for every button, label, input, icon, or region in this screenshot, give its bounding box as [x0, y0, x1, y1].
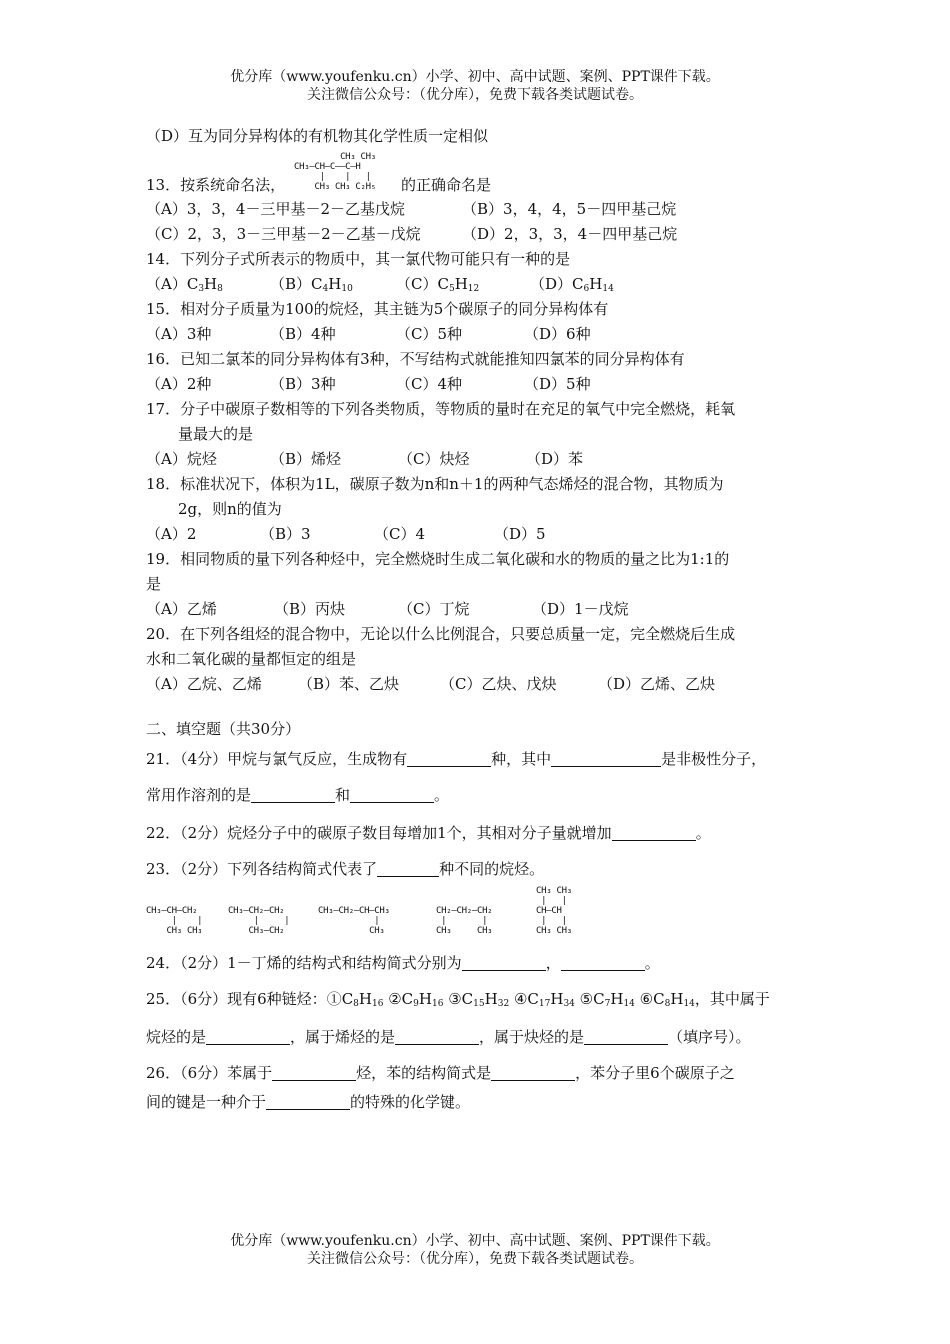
- q19-option-d: （D）1－戊烷: [532, 600, 629, 618]
- q22-blank[interactable]: [612, 822, 696, 841]
- q15-option-c: （C）5种: [396, 325, 463, 343]
- q13-option-d: （D）2，3，3，4－四甲基己烷: [462, 225, 678, 243]
- q15-stem: 15．相对分子质量为100的烷烃，其主链为5个碳原子的同分异构体有: [146, 300, 609, 318]
- q25-formula-4: $④C_{17}H_{34}$: [513, 990, 575, 1009]
- q13-stem: [146, 149, 816, 197]
- q13-option-c: （C）2，3，3－三甲基－2－乙基－戊烷: [146, 225, 421, 243]
- q15-options: [146, 322, 816, 347]
- q23-blank[interactable]: [377, 858, 439, 877]
- q23-structure-3: CH₃—CH₂—CH—CH₃ | CH₃: [318, 906, 390, 936]
- q14-option-c: $(C)C_5H_{12}$: [396, 275, 480, 294]
- q20-stem-line-1: 20．在下列各组烃的混合物中，无论以什么比例混合，只要总质量一定，完全燃烧后生成: [146, 625, 736, 643]
- q17-option-a: （A）烷烃: [146, 450, 217, 468]
- q20-stem-line-2: 水和二氧化碳的量都恒定的组是: [146, 650, 357, 668]
- q25-formula-2: $②C_9H_{16}$: [388, 990, 444, 1009]
- q26-blank-1[interactable]: [272, 1062, 356, 1081]
- q17-option-b: （B）烯烃: [270, 450, 342, 468]
- q16-options: [146, 372, 816, 397]
- q17-option-c: （C）炔烃: [398, 450, 470, 468]
- q21-blank-3[interactable]: [251, 784, 335, 803]
- q21-blank-1[interactable]: [407, 748, 491, 767]
- q25-blank-1[interactable]: [206, 1026, 290, 1045]
- q17-stem-line-2: 量最大的是: [178, 425, 254, 443]
- q25-formula-6: $⑥C_8H_{14}$: [639, 990, 695, 1009]
- q24-blank-1[interactable]: [462, 952, 546, 971]
- q21-blank-2[interactable]: [551, 748, 661, 767]
- q18-option-a: （A）2: [146, 525, 197, 543]
- q23-structure-4: CH₂—CH₂—CH₂ | | CH₃ CH₃: [436, 906, 493, 936]
- q20-option-c: （C）乙炔、戊炔: [440, 675, 557, 693]
- q16-stem: 16．已知二氯苯的同分异构体有3种，不写结构式就能推知四氯苯的同分异构体有: [146, 350, 685, 368]
- q26-line-2: 间的键是一种介于 的特殊的化学键。: [146, 1093, 471, 1111]
- q20-option-d: （D）乙烯、乙炔: [598, 675, 716, 693]
- q22-line: 22．（2分）烷烃分子中的碳原子数目每增加1个，其相对分子量就增加 。: [146, 824, 711, 842]
- q20-options: [146, 672, 816, 697]
- q20-option-a: （A）乙烷、乙烯: [146, 675, 262, 693]
- q23-line: 23．（2分）下列各结构简式代表了 种不同的烷烃。: [146, 860, 545, 878]
- q14-option-b: $(B)C_4H_{10}$: [270, 275, 353, 294]
- q19-option-b: （B）丙炔: [274, 600, 346, 618]
- q20-option-b: （B）苯、乙炔: [298, 675, 400, 693]
- q15-option-d: （D）6种: [524, 325, 591, 343]
- q25-formula-3: $③C_{15}H_{32}$: [448, 990, 510, 1009]
- q25-formula-1: $①C_8H_{16}$: [326, 990, 384, 1009]
- q19-stem-line-2: 是: [146, 575, 162, 593]
- header-line-2: 关注微信公众号：（优分库），免费下载各类试题试卷。: [307, 87, 643, 103]
- q25-line-1: 25．（6分）现有6种链烃：$①C_8H_{16}$ $②C_9H_{16}$ $③C_{15}H_{32}$ $④C_{17}H_{34}$ $⑤C_7H_{14}$ $⑥C_8H_{14}$，其中属于: [146, 990, 770, 1009]
- q24-line: 24．（2分）1－丁烯的结构式和结构简式分别为 ， 。: [146, 954, 660, 972]
- q17-stem-line-1: 17．分子中碳原子数相等的下列各类物质，等物质的量时在充足的氧气中完全燃烧，耗氧: [146, 400, 736, 418]
- footer-line-2: 关注微信公众号：（优分库），免费下载各类试题试卷。: [307, 1251, 643, 1267]
- header-line-1: 优分库（www.youfenku.cn）小学、初中、高中试题、案例、PPT课件下载。: [230, 69, 720, 85]
- q21-line-2: 常用作溶剂的是 和 。: [146, 786, 450, 804]
- q25-line-2: 烷烃的是 ，属于烯烃的是 ，属于炔烃的是 （填序号）。: [146, 1028, 751, 1046]
- q19-stem-line-1: 19．相同物质的量下列各种烃中，完全燃烧时生成二氧化碳和水的物质的量之比为1:1的: [146, 550, 730, 568]
- q13-stem-post: 的正确命名是: [401, 176, 492, 194]
- q24-blank-2[interactable]: [561, 952, 645, 971]
- q25-blank-3[interactable]: [584, 1026, 668, 1045]
- q15-option-a: （A）3种: [146, 325, 212, 343]
- q13-option-b: （B）3，4，4，5－四甲基己烷: [462, 200, 677, 218]
- q25-blank-2[interactable]: [395, 1026, 479, 1045]
- q26-blank-2[interactable]: [491, 1062, 575, 1081]
- q26-line-1: 26．（6分）苯属于 烃，苯的结构简式是 ，苯分子里6个碳原子之: [146, 1064, 735, 1082]
- q15-option-b: （B）4种: [270, 325, 336, 343]
- q16-option-a: （A）2种: [146, 375, 212, 393]
- q13-options-row-1: [146, 197, 816, 222]
- exam-content: [146, 124, 816, 1115]
- q12-option-d: （D）互为同分异构体的有机物其化学性质一定相似: [146, 127, 489, 145]
- q18-option-d: （D）5: [494, 525, 546, 543]
- q21-line-1: 21．（4分）甲烷与氯气反应，生成物有 种，其中 是非极性分子，: [146, 750, 767, 768]
- q25-formula-5: $⑤C_7H_{14}$: [579, 990, 635, 1009]
- q17-options: [146, 447, 816, 472]
- q19-options: [146, 597, 816, 622]
- q13-stem-pre: 13．按系统命名法，: [146, 176, 286, 194]
- q16-option-b: （B）3种: [270, 375, 336, 393]
- q14-option-d: $(D)C_6H_{14}$: [530, 275, 614, 294]
- q23-structure-2: CH₃—CH₂—CH₂ | | CH₃—CH₂: [228, 906, 290, 936]
- q13-option-a: （A）3，3，4－三甲基－2－乙基戊烷: [146, 200, 406, 218]
- q17-option-d: （D）苯: [526, 450, 584, 468]
- q18-option-b: （B）3: [260, 525, 311, 543]
- q13-options-row-2: [146, 222, 816, 247]
- q23-structure-1: CH₃—CH—CH₂ | | CH₃ CH₃: [146, 906, 203, 936]
- page-header: [0, 68, 950, 104]
- q18-stem-line-1: 18．标准状况下，体积为1L，碳原子数为n和n＋1的两种气态烯烃的混合物，其物质为: [146, 475, 724, 493]
- q26-blank-3[interactable]: [266, 1091, 350, 1110]
- page-footer: [0, 1232, 950, 1268]
- q13-structure: CH₃ CH₃ CH₃—CH—C——C—H | | | CH₃ CH₃ C₂H₅: [294, 152, 376, 192]
- q14-options: [146, 272, 816, 297]
- footer-line-1: 优分库（www.youfenku.cn）小学、初中、高中试题、案例、PPT课件下载。: [230, 1233, 720, 1249]
- section-2-title: 二、填空题（共30分）: [146, 720, 301, 738]
- q16-option-d: （D）5种: [524, 375, 591, 393]
- q21-blank-4[interactable]: [350, 784, 434, 803]
- q19-option-a: （A）乙烯: [146, 600, 217, 618]
- q23-structure-5: CH₃ CH₃ | | CH—CH | | CH₃ CH₃: [536, 886, 572, 936]
- q18-options: [146, 522, 816, 547]
- q14-option-a: $(A)C_3H_8$: [146, 275, 223, 294]
- q18-option-c: （C）4: [374, 525, 426, 543]
- q16-option-c: （C）4种: [396, 375, 463, 393]
- q14-stem: 14．下列分子式所表示的物质中，其一氯代物可能只有一种的是: [146, 250, 571, 268]
- q18-stem-line-2: 2g，则n的值为: [178, 500, 282, 518]
- q19-option-c: （C）丁烷: [398, 600, 470, 618]
- q23-structures: [146, 886, 816, 946]
